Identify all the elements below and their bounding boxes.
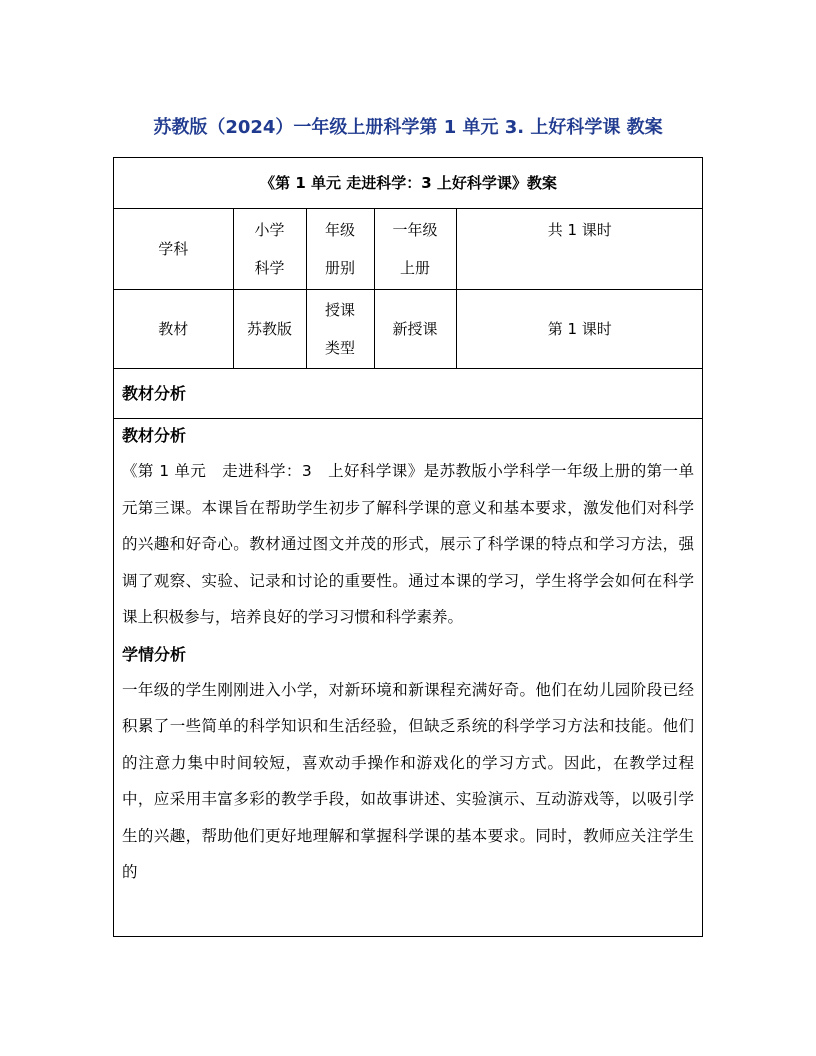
grade-value-line1: 一年级 — [392, 221, 438, 239]
grade-value-line2: 上册 — [399, 259, 430, 277]
lesson-plan-table — [113, 157, 703, 937]
type-label — [306, 290, 374, 369]
subject-value-line2: 科学 — [254, 259, 285, 277]
subject-label: 学科 — [114, 209, 233, 290]
grade-value — [374, 209, 456, 290]
grade-label-line2: 册别 — [324, 259, 355, 277]
meta-table — [114, 158, 703, 369]
analysis-section-bar: 教材分析 — [114, 369, 702, 419]
type-label-line2: 类型 — [324, 339, 355, 357]
subject-value-line1: 小学 — [254, 221, 285, 239]
analysis-heading: 教材分析 — [122, 426, 187, 445]
grade-label — [306, 209, 374, 290]
textbook-value: 苏教版 — [233, 290, 306, 369]
grade-label-line1: 年级 — [324, 221, 355, 239]
type-label-line1: 授课 — [324, 301, 355, 319]
table-header: 《第 1 单元 走进科学：3 上好科学课》教案 — [114, 158, 703, 209]
document-title: 苏教版（2024）一年级上册科学第 1 单元 3. 上好科学课 教案 — [153, 117, 663, 138]
hour-value: 第 1 课时 — [456, 290, 703, 369]
content-body — [114, 419, 702, 891]
total-hours: 共 1 课时 — [456, 209, 703, 290]
type-value: 新授课 — [374, 290, 456, 369]
students-text: 一年级的学生刚刚进入小学，对新环境和新课程充满好奇。他们在幼儿园阶段已经积累了一些简单的科学知识和生活经验，但缺乏系统的科学学习方法和技能。他们的注意力集中时间较短，喜欢动手操作和游戏化的学习方式。因此，在教学过程中，应采用丰富多彩的教学手段，如故事讲述、实验演示、互动游戏等，以吸引学生的兴趣，帮助他们更好地理解和掌握科学课的基本要求。同时，教师应关注学生的 — [122, 680, 694, 881]
students-heading: 学情分析 — [122, 644, 187, 664]
subject-value — [233, 209, 306, 290]
textbook-label: 教材 — [114, 290, 233, 369]
analysis-text: 《第 1 单元 走进科学：3 上好科学课》是苏教版小学科学一年级上册的第一单元第三课。本课旨在帮助学生初步了解科学课的意义和基本要求，激发他们对科学的兴趣和好奇心。教材通过图文并茂的形式，展示了科学课的特点和学习方法，强调了观察、实验、记录和讨论的重要性。通过本课的学习，学生将学会如何在科学课上积极参与，培养良好的学习习惯和科学素养。 — [122, 462, 694, 626]
